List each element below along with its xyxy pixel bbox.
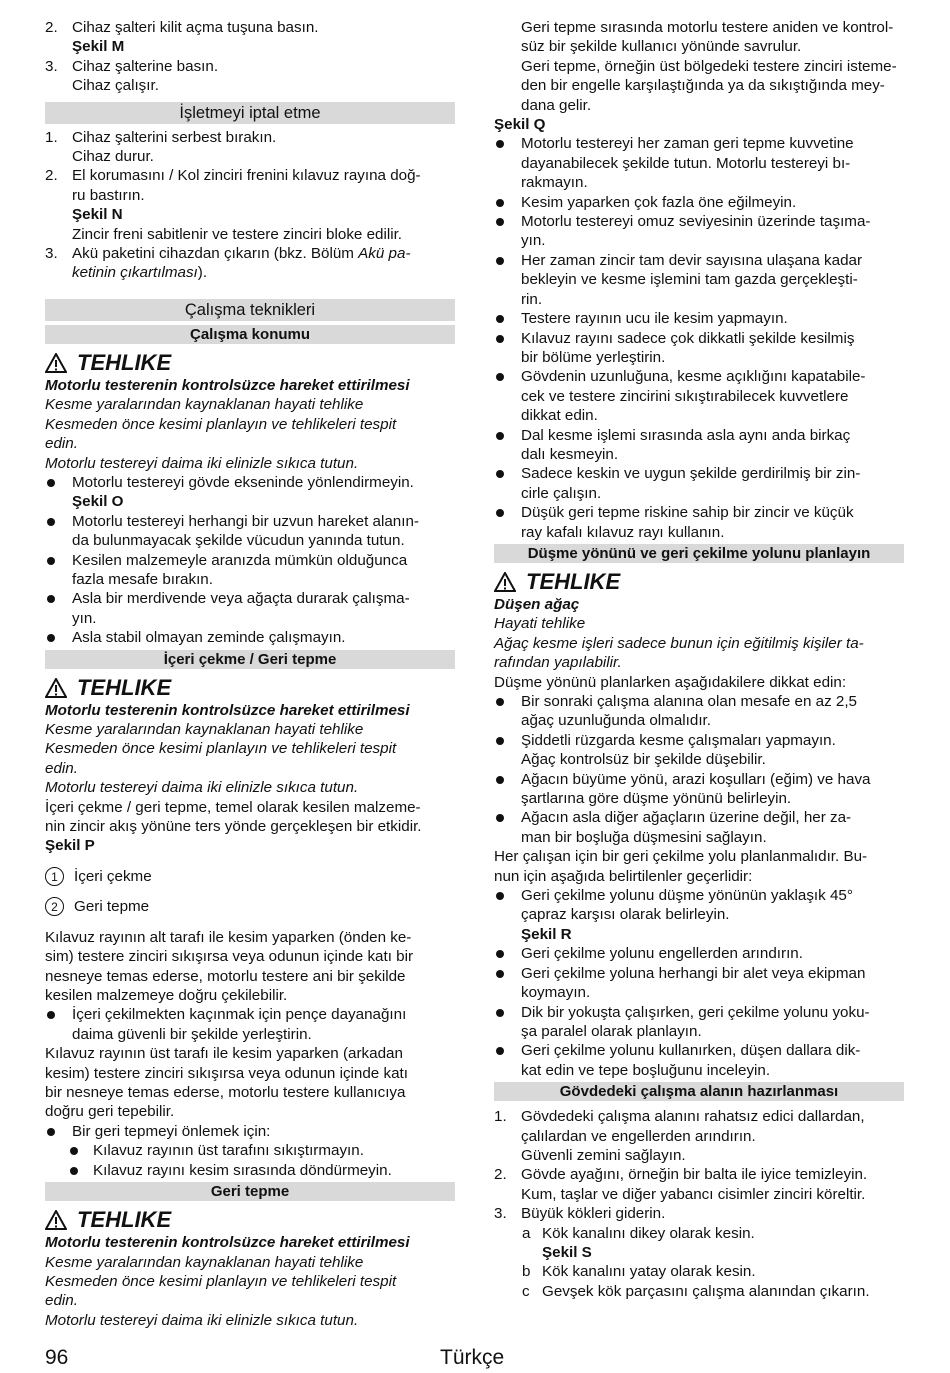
text-span: fazla mesafe bırakın.	[72, 570, 213, 588]
figure-p-label: Şekil P	[45, 837, 95, 855]
text-span: Cihaz şalterini serbest bırakın.	[72, 128, 277, 146]
text-span: man bir boşluğa düşmesini sağlayın.	[521, 828, 767, 846]
text-span: rafından yapılabilir.	[494, 654, 622, 672]
danger-heading	[45, 350, 455, 376]
text-span: İçeri çekilmekten kaçınmak için pençe dayanağını	[72, 1006, 407, 1024]
text-span: Şekil S	[542, 1243, 592, 1261]
text-span: nesneye temas ederse, motorlu testere ani bir şekilde	[45, 967, 406, 985]
text-span: sim) testere zinciri sıkışırsa veya odunun içinde katı bir	[45, 948, 414, 966]
text-line	[494, 828, 904, 847]
heading-working-position: Çalışma konumu	[45, 325, 455, 344]
bullet-item	[494, 964, 904, 983]
text-line	[45, 570, 455, 589]
text-line: nin zincir akış yönüne ters yönde gerçekleşen bir etkidir.	[45, 818, 422, 835]
bullet-item	[494, 692, 904, 711]
text-line	[45, 967, 455, 986]
text-span: cirle çalışın.	[521, 484, 602, 502]
text-line	[45, 1233, 455, 1252]
text-span: 1.	[494, 1108, 507, 1126]
text-span: Motorlu testereyi daima iki elinizle sıkıca tutun.	[45, 779, 359, 797]
text-span: Motorlu testereyi daima iki elinizle sıkıca tutun.	[45, 454, 359, 472]
legend-number-circle: 2	[45, 897, 64, 916]
text-span: ).	[197, 264, 208, 282]
text-span: 2.	[494, 1166, 507, 1184]
text-span: Cihaz durur.	[72, 148, 154, 166]
text-line	[45, 376, 455, 395]
text-line	[45, 778, 455, 797]
danger-text-4	[494, 595, 904, 673]
text-span: Gövdenin uzunluğuna, kesme açıklığını kapatabile-	[521, 368, 866, 386]
danger-text-3	[45, 1233, 455, 1330]
bullet-item	[494, 329, 904, 348]
text-span: Asla stabil olmayan zeminde çalışmayın.	[72, 629, 346, 647]
text-line	[45, 225, 455, 244]
numbered-step	[494, 1204, 904, 1223]
text-span: kat edin ve tepe boşluğunu inceleyin.	[521, 1061, 771, 1079]
text-span: Ağaç kontrolsüz bir şekilde düşebilir.	[521, 751, 766, 769]
text-line	[494, 1185, 904, 1204]
text-span: Bir geri tepmeyi önlemek için:	[72, 1122, 271, 1140]
text-line	[45, 147, 455, 166]
text-span: 3.	[494, 1205, 507, 1223]
text-line	[494, 925, 904, 944]
text-line	[45, 454, 455, 473]
text-span: Kılavuz rayının alt tarafı ile kesim yaparken (önden ke-	[45, 928, 412, 946]
text-span: Motorlu testereyi omuz seviyesinin üzerinde taşıma-	[521, 213, 871, 231]
text-span: El korumasını / Kol zinciri frenini kılavuz rayına doğ-	[72, 167, 421, 185]
text-span: Şekil R	[521, 925, 572, 943]
text-span: Kılavuz rayının üst tarafı ile kesim yaparken (arkadan	[45, 1045, 403, 1063]
numbered-step	[494, 1107, 904, 1126]
text-span: Şekil M	[72, 38, 125, 56]
bullet-item	[494, 426, 904, 445]
text-span: Güvenli zemini sağlayın.	[521, 1146, 686, 1164]
text-line	[45, 1025, 455, 1044]
text-span: Şekil O	[72, 493, 124, 511]
figure-legend	[45, 862, 455, 922]
text-line	[45, 1102, 455, 1121]
bullet-item	[494, 731, 904, 750]
cancel-steps	[45, 128, 455, 283]
text-span: kesim) testere zinciri sıkışırsa veya odunun içinde katı	[45, 1064, 408, 1082]
text-span: Büyük kökleri giderin.	[521, 1205, 666, 1223]
numbered-step	[45, 57, 455, 76]
text-span: Şekil Q	[494, 116, 546, 134]
text-span: dalı kesmeyin.	[521, 445, 619, 463]
text-line	[494, 1146, 904, 1165]
bullet-item	[45, 1122, 455, 1141]
text-span: Kesme yaralarından kaynaklanan hayati tehlike	[45, 720, 364, 738]
text-line	[45, 739, 455, 758]
text-span: Akü paketini cihazdan çıkarın (bkz. Bölüm	[72, 245, 359, 263]
text-span: Cihaz şalteri kilit açma tuşuna basın.	[72, 19, 319, 36]
text-span: cek ve testere zincirini sıkıştırabilecek kuvvetlere	[521, 387, 849, 405]
text-span: Kesilen malzemeyle aranızda mümkün olduğunca	[72, 551, 408, 569]
text-span: Kesmeden önce kesimi planlayın ve tehlikeleri tespit	[45, 740, 397, 758]
heading-pull-in-kickback: İçeri çekme / Geri tepme	[45, 650, 455, 669]
text-span: edin.	[45, 759, 78, 777]
text-span: rin.	[521, 290, 543, 308]
text-span: Ağacın büyüme yönü, arazi koşulları (eğim) ve hava	[521, 770, 871, 788]
text-line	[45, 720, 455, 739]
text-span: Geri çekilme yolunu düşme yönünün yaklaşık 45°	[521, 887, 853, 905]
text-span: Geri tepme sırasında motorlu testere aniden ve kontrol-	[521, 19, 894, 36]
text-span: da bulunmayacak şekilde vücudun yanında tutun.	[72, 532, 405, 550]
text-span: ray kafalı kılavuz rayı kullanın.	[521, 523, 725, 541]
text-line	[494, 231, 904, 250]
bullet-item	[45, 1141, 455, 1160]
warning-triangle-icon	[494, 572, 516, 592]
legend-number-circle: 1	[45, 867, 64, 886]
text-line	[494, 1061, 904, 1080]
text-line	[494, 348, 904, 367]
bullet-item	[45, 1161, 455, 1180]
text-span: Bir sonraki çalışma alanına olan mesafe en az 2,5	[521, 693, 857, 710]
danger-text-1	[45, 376, 455, 473]
text-span: Şiddetli rüzgarda kesme çalışmaları yapmayın.	[521, 731, 836, 749]
numbered-step	[494, 1165, 904, 1184]
text-span: kesilen malzemeye doğru çekilebilir.	[45, 987, 288, 1005]
bullet-item	[494, 193, 904, 212]
heading-working-techniques: Çalışma teknikleri	[45, 299, 455, 321]
text-span: Dik bir yokuşta çalışırken, geri çekilme yolunu yoku-	[521, 1003, 870, 1021]
text-span: doğru geri tepebilir.	[45, 1103, 175, 1121]
text-span: Ağaç kesme işleri sadece bunun için eğitilmiş kişiler ta-	[494, 634, 864, 652]
bullet-item	[45, 551, 455, 570]
heading-plan-fall-direction: Düşme yönünü ve geri çekilme yolunu planlayın	[494, 544, 904, 563]
text-line	[494, 1282, 904, 1301]
text-span: Geri çekilme yolunu engellerden arındırın.	[521, 945, 803, 963]
text-line	[494, 867, 904, 886]
bullet-item	[494, 808, 904, 827]
text-span: Kesmeden önce kesimi planlayın ve tehlikeleri tespit	[45, 415, 397, 433]
bullet-item	[494, 367, 904, 386]
text-span: Her zaman zincir tam devir sayısına ulaşana kadar	[521, 251, 863, 269]
legend-item	[45, 892, 455, 922]
danger-heading	[45, 675, 455, 701]
text-span: bir bölüme yerleştirin.	[521, 348, 666, 366]
danger-word: TEHLIKE	[77, 1207, 172, 1233]
text-span: Kılavuz rayının üst tarafını sıkıştırmayın.	[93, 1142, 364, 1160]
text-span: dikkat edin.	[521, 407, 598, 425]
text-span: den bir engelle karşılaştığında ya da sıkıştığında mey-	[521, 77, 885, 95]
danger-text-2	[45, 701, 455, 798]
text-span: nun için aşağıda belirtilenler geçerlidir:	[494, 867, 753, 885]
text-span: bekleyin ve kesme işlemini tam gazda gerçekleşti-	[521, 271, 858, 289]
text-span: Dal kesme işlemi sırasında asla aynı anda birkaç	[521, 426, 851, 444]
danger-word: TEHLIKE	[526, 568, 621, 594]
text-span: Kesmeden önce kesimi planlayın ve tehlikeleri tespit	[45, 1272, 397, 1290]
text-span: yın.	[72, 609, 97, 627]
heading-cancel-operation: İşletmeyi iptal etme	[45, 102, 455, 124]
danger-word: TEHLIKE	[77, 674, 172, 700]
text-span: 2.	[45, 167, 58, 185]
text-line	[494, 1022, 904, 1041]
text-line	[494, 76, 904, 95]
text-span: Kılavuz rayını sadece çok dikkatli şekilde kesilmiş	[521, 329, 855, 347]
pull-in-paragraph	[45, 798, 455, 837]
left-column	[45, 18, 455, 1330]
text-span: şartlarına göre düşme yönünü belirleyin.	[521, 790, 792, 808]
text-span: edin.	[45, 1292, 78, 1310]
prepare-steps	[494, 1107, 904, 1301]
bullet-item	[494, 309, 904, 328]
text-span: rakmayın.	[521, 174, 588, 192]
page-number: 96	[45, 1346, 69, 1369]
text-line	[45, 186, 455, 205]
text-span: c	[522, 1282, 530, 1300]
text-span: Motorlu testerenin kontrolsüzce hareket ettirilmesi	[45, 1234, 410, 1252]
text-line	[494, 905, 904, 924]
text-line	[45, 37, 455, 56]
danger-heading	[45, 1207, 455, 1233]
text-span: a	[522, 1224, 531, 1242]
text-span: Kesim yaparken çok fazla öne eğilmeyin.	[521, 193, 797, 211]
text-span: Akü pa-	[358, 245, 411, 263]
text-line	[494, 173, 904, 192]
numbered-step	[45, 166, 455, 185]
text-line	[45, 1044, 455, 1063]
text-line	[45, 415, 455, 434]
text-line	[45, 609, 455, 628]
bullet-item	[494, 251, 904, 270]
bullet-item	[45, 473, 455, 492]
text-span: Motorlu testerenin kontrolsüzce hareket ettirilmesi	[45, 701, 410, 719]
text-line	[45, 434, 455, 453]
bullet-item	[494, 212, 904, 231]
text-span: Şekil N	[72, 206, 123, 224]
text-span: Motorlu testereyi gövde ekseninde yönlendirmeyin.	[72, 473, 414, 491]
text-line	[45, 76, 455, 95]
text-span: Hayati tehlike	[494, 615, 586, 633]
text-span: Sadece keskin ve uygun şekilde gerdirilmiş bir zin-	[521, 465, 861, 483]
text-line	[494, 634, 904, 653]
text-span: daima güvenli bir şekilde yerleştirin.	[72, 1025, 312, 1043]
text-line	[494, 1262, 904, 1281]
text-line	[494, 290, 904, 309]
text-line	[494, 847, 904, 866]
start-steps	[45, 18, 455, 96]
numbered-step	[45, 128, 455, 147]
text-line	[494, 57, 904, 76]
fall-direction-rules	[494, 673, 904, 1081]
text-span: Ağacın asla diğer ağaçların üzerine değil, her za-	[521, 809, 852, 827]
kickback-paragraph	[45, 928, 455, 1180]
text-line	[494, 653, 904, 672]
text-span: yın.	[521, 232, 546, 250]
bullet-item	[45, 1005, 455, 1024]
text-span: çalılardan ve engellerden arındırın.	[521, 1127, 756, 1145]
text-span: Motorlu testerenin kontrolsüzce hareket ettirilmesi	[45, 376, 410, 394]
text-span: Kök kanalını yatay olarak kesin.	[542, 1263, 756, 1281]
text-span: Gövde ayağını, örneğin bir balta ile iyice temizleyin.	[521, 1166, 868, 1184]
text-line	[45, 986, 455, 1005]
text-span: Motorlu testereyi daima iki elinizle sıkıca tutun.	[45, 1311, 359, 1329]
text-line	[45, 531, 455, 550]
text-line	[45, 1291, 455, 1310]
footer-language: Türkçe	[440, 1346, 505, 1369]
bullet-item	[45, 512, 455, 531]
danger-word: TEHLIKE	[77, 349, 172, 375]
kickback-rules	[494, 18, 904, 542]
text-span: Düşen ağaç	[494, 595, 580, 613]
text-line	[45, 1311, 455, 1330]
text-line	[494, 115, 904, 134]
text-line	[494, 1243, 904, 1262]
text-line	[45, 205, 455, 224]
text-line	[45, 1253, 455, 1272]
text-line: İçeri çekme / geri tepme, temel olarak kesilen malzeme-	[45, 798, 421, 816]
text-span: Geri çekilme yolunu kullanırken, düşen dallara dik-	[521, 1042, 861, 1060]
text-span: ru bastırın.	[72, 186, 145, 204]
danger-heading	[494, 569, 904, 595]
bullet-item	[494, 1003, 904, 1022]
text-line	[494, 154, 904, 173]
text-span: şa paralel olarak planlayın.	[521, 1022, 702, 1040]
text-span: dana gelir.	[521, 96, 592, 114]
text-span: 3.	[45, 57, 58, 75]
text-span: bir nesneye temas ederse, motorlu testere kullanıcıya	[45, 1084, 406, 1102]
text-line	[494, 96, 904, 115]
text-span: Kesme yaralarından kaynaklanan hayati tehlike	[45, 1253, 364, 1271]
text-line	[45, 1272, 455, 1291]
text-line	[494, 445, 904, 464]
text-span: 3.	[45, 245, 58, 263]
text-span: çapraz karşısı olarak belirleyin.	[521, 906, 730, 924]
text-line	[45, 395, 455, 414]
position-bullets	[45, 473, 455, 648]
text-span: Gövdedeki çalışma alanını rahatsız edici dallardan,	[521, 1108, 865, 1126]
text-line	[494, 37, 904, 56]
bullet-item	[494, 503, 904, 522]
text-line	[494, 1127, 904, 1146]
text-line	[45, 759, 455, 778]
heading-prepare-work-area: Gövdedeki çalışma alanın hazırlanması	[494, 1082, 904, 1101]
text-span: Cihaz şalterine basın.	[72, 57, 219, 75]
legend-item	[45, 862, 455, 892]
text-line	[494, 484, 904, 503]
text-line	[494, 406, 904, 425]
text-span: süz bir şekilde kullanıcı yönünde savrulur.	[521, 38, 802, 56]
bullet-item	[45, 628, 455, 647]
text-span: Kum, taşlar ve diğer yabancı cisimler zinciri köreltir.	[521, 1185, 866, 1203]
text-span: Kılavuz rayını kesim sırasında döndürmeyin.	[93, 1161, 392, 1179]
text-span: İçeri çekme	[74, 867, 152, 885]
text-span: Düşük geri tepme riskine sahip bir zincir ve küçük	[521, 504, 854, 522]
bullet-item	[494, 886, 904, 905]
text-line	[45, 492, 455, 511]
right-column	[494, 18, 904, 1301]
text-span: 2.	[45, 19, 58, 36]
bullet-item	[45, 589, 455, 608]
text-line	[494, 270, 904, 289]
text-span: 1.	[45, 128, 58, 146]
text-line	[494, 387, 904, 406]
bullet-item	[494, 1041, 904, 1060]
text-line	[494, 1224, 904, 1243]
text-span: Kesme yaralarından kaynaklanan hayati tehlike	[45, 396, 364, 414]
text-span: Motorlu testereyi herhangi bir uzvun hareket alanın-	[72, 512, 419, 530]
text-span: koymayın.	[521, 984, 591, 1002]
text-span: Motorlu testereyi her zaman geri tepme kuvvetine	[521, 135, 854, 153]
text-line	[494, 595, 904, 614]
bullet-item	[494, 464, 904, 483]
text-line	[494, 983, 904, 1002]
text-span: Kök kanalını dikey olarak kesin.	[542, 1224, 755, 1242]
text-span: Düşme yönünü planlarken aşağıdakilere dikkat edin:	[494, 673, 847, 691]
bullet-item	[494, 134, 904, 153]
text-line	[45, 947, 455, 966]
text-line	[45, 928, 455, 947]
text-span: ketinin çıkartılması	[72, 264, 198, 282]
numbered-step	[45, 244, 455, 263]
text-line	[45, 1083, 455, 1102]
text-span: Gevşek kök parçasını çalışma alanından çıkarın.	[542, 1282, 870, 1300]
text-span: dayanabilecek şekilde tutun. Motorlu testereyi bı-	[521, 154, 851, 172]
text-span: b	[522, 1263, 531, 1281]
text-line	[494, 711, 904, 730]
text-span: Asla bir merdivende veya ağaçta durarak çalışma-	[72, 590, 410, 608]
text-line	[45, 701, 455, 720]
text-line	[494, 673, 904, 692]
text-span: Geri çekilme yoluna herhangi bir alet veya ekipman	[521, 964, 866, 982]
warning-triangle-icon	[45, 678, 67, 698]
text-line	[494, 614, 904, 633]
text-span: Zincir freni sabitlenir ve testere zinciri bloke edilir.	[72, 225, 403, 243]
text-span: Geri tepme, örneğin üst bölgedeki testere zinciri isteme-	[521, 57, 897, 75]
text-line	[45, 263, 455, 282]
text-span: Testere rayının ucu ile kesim yapmayın.	[521, 310, 788, 328]
text-span: Geri tepme	[74, 897, 150, 915]
text-span: ağaç uzunluğunda olmalıdır.	[521, 712, 711, 730]
numbered-step	[45, 18, 455, 37]
bullet-item	[494, 944, 904, 963]
text-span: Her çalışan için bir geri çekilme yolu planlanmalıdır. Bu-	[494, 848, 868, 866]
warning-triangle-icon	[45, 353, 67, 373]
text-line	[494, 18, 904, 37]
text-line	[45, 1064, 455, 1083]
bullet-item	[494, 770, 904, 789]
text-span: Cihaz çalışır.	[72, 77, 159, 95]
text-span: edin.	[45, 435, 78, 453]
warning-triangle-icon	[45, 1210, 67, 1230]
text-line	[494, 789, 904, 808]
text-line	[494, 523, 904, 542]
text-line	[494, 750, 904, 769]
heading-kickback: Geri tepme	[45, 1182, 455, 1201]
